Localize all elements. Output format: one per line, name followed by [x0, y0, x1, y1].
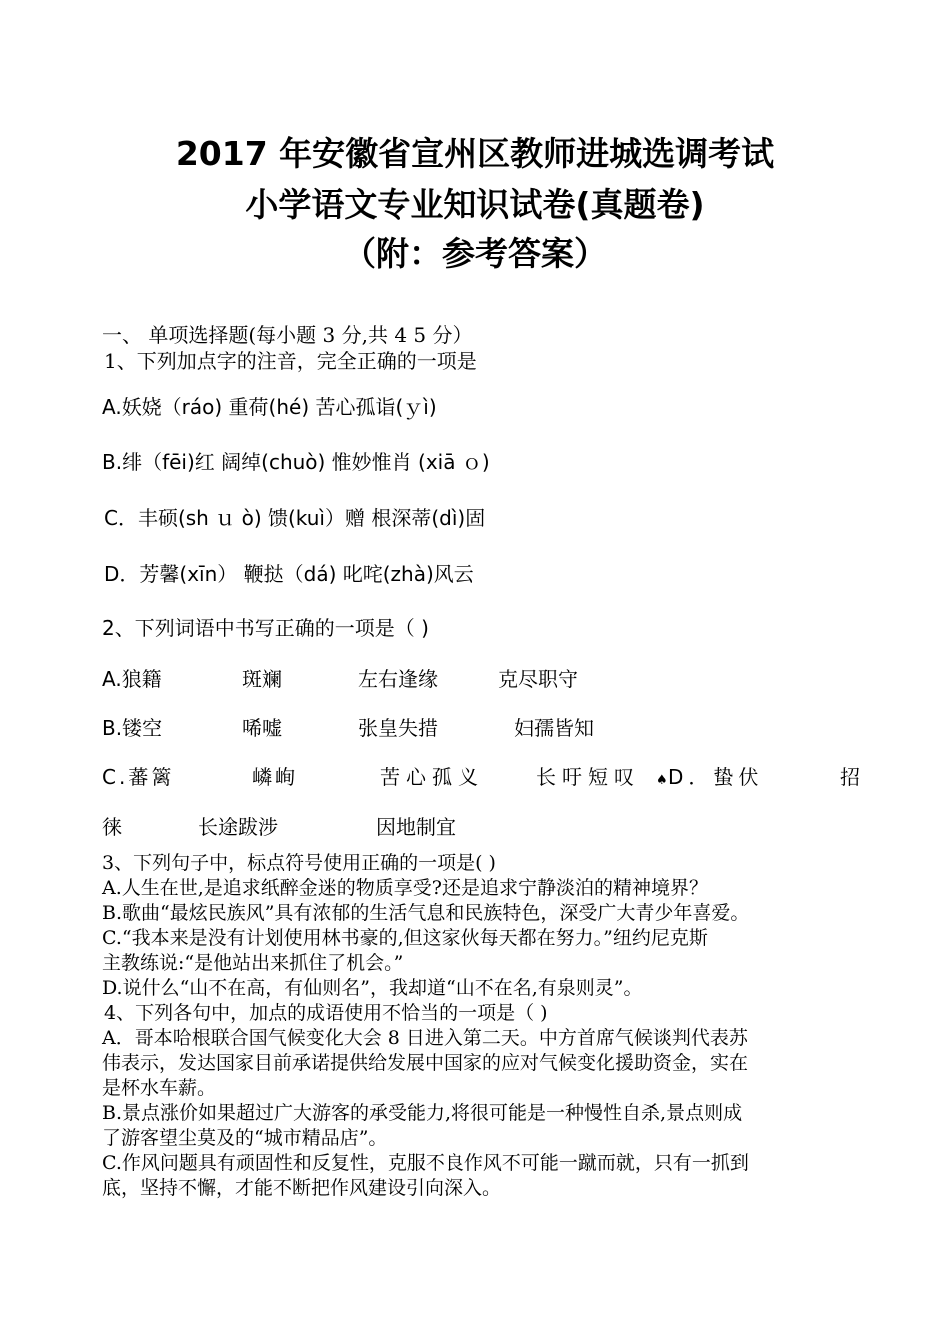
- question-1-option-c: C．丰硕(sh ｕ ò) 馈(kuì）赠 根深蒂(dì)固: [104, 506, 486, 530]
- question-3-option-a: A.人生在世,是追求纸醉金迷的物质享受?还是追求宁静淡泊的精神境界？: [102, 877, 708, 899]
- question-3-stem: 3、下列句子中，标点符号使用正确的一项是( ): [102, 852, 496, 874]
- q2-row-c-word-2: 嶙峋: [252, 765, 298, 789]
- q2-row-a-word-2: 斑斓: [242, 667, 282, 691]
- question-1-stem: 1、下列加点字的注音，完全正确的一项是: [104, 349, 477, 373]
- question-4-option-b-line-1: B.景点涨价如果超过广大游客的承受能力,将很可能是一种慢性自杀,景点则成: [102, 1102, 743, 1124]
- q2-row-d-word-1: 徕: [102, 815, 122, 839]
- question-2-stem: 2、下列词语中书写正确的一项是（ ): [102, 616, 429, 640]
- exam-title-line-2: 小学语文专业知识试卷(真题卷): [245, 185, 705, 224]
- question-4-stem: 4、下列各句中，加点的成语使用不恰当的一项是（ ): [104, 1002, 548, 1024]
- q2-row-b-word-4: 妇孺皆知: [514, 716, 594, 740]
- exam-title-line-3: （附：参考答案）: [343, 234, 607, 273]
- question-1-option-d: D．芳馨(xīn） 鞭挞（dá) 叱咤(zhà)风云: [104, 562, 474, 586]
- q2-row-d-word-3: 因地制宜: [376, 815, 456, 839]
- q2-row-a-word-4: 克尽职守: [498, 667, 578, 691]
- section-heading-single-choice: 一、 单项选择题(每小题 3 分,共 4 5 分）: [102, 323, 473, 347]
- question-4-option-b-line-2: 了游客望尘莫及的“城市精品店”。: [102, 1127, 388, 1149]
- q2-row-a-word-3: 左右逢缘: [358, 667, 438, 691]
- q2-row-d-word-2: 长途跋涉: [198, 815, 278, 839]
- exam-title-line-1: 2017 年安徽省宣州区教师进城选调考试: [175, 134, 775, 173]
- question-4-option-c-line-1: C.作风问题具有顽固性和反复性，克服不良作风不可能一蹴而就，只有一抓到: [102, 1152, 749, 1174]
- question-3-option-d: D.说什么“山不在高，有仙则名”，我却道“山不在名,有泉则灵”。: [102, 977, 643, 999]
- q2-row-a-word-1: A.狼籍: [102, 667, 162, 691]
- question-1-option-a: A.妖娆（ráo) 重荷(hé) 苦心孤诣(ｙì): [102, 395, 437, 419]
- q2-row-b-word-2: 唏嘘: [242, 716, 282, 740]
- q2-row-c-word-5: D．蛰伏: [668, 765, 764, 789]
- question-4-option-a-line-1: A．哥本哈根联合国气候变化大会 8 日进入第二天。中方首席气候谈判代表苏: [102, 1027, 748, 1049]
- q2-row-c-word-6: 招: [840, 765, 860, 789]
- question-3-option-c-line-1: C.“我本来是没有计划使用林书豪的,但这家伙每天都在努力。”纽约尼克斯: [102, 927, 708, 949]
- q2-row-b-word-3: 张皇失措: [358, 716, 438, 740]
- question-4-option-a-line-2: 伟表示，发达国家目前承诺提供给发展中国家的应对气候变化援助资金，实在: [102, 1052, 749, 1074]
- question-3-option-b: B.歌曲“最炫民族风”具有浓郁的生活气息和民族特色，深受广大青少年喜爱。: [102, 902, 750, 924]
- q2-row-c-word-4: 长吁短叹: [536, 765, 640, 789]
- spade-mark-icon: ♠: [656, 773, 668, 788]
- q2-row-c-word-1: C.蕃篱: [102, 765, 175, 789]
- q2-row-b-word-1: B.镂空: [102, 716, 163, 740]
- question-1-option-b: B.绯（fēi)红 阔绰(chuò) 惟妙惟肖 (xiā ｏ): [102, 450, 490, 474]
- q2-row-c-word-3: 苦心孤义: [380, 765, 484, 789]
- question-4-option-a-line-3: 是杯水车薪。: [102, 1077, 217, 1099]
- question-4-option-c-line-2: 底，坚持不懈，才能不断把作风建设引向深入。: [102, 1177, 502, 1199]
- question-3-option-c-line-2: 主教练说:“是他站出来抓住了机会。”: [102, 952, 404, 974]
